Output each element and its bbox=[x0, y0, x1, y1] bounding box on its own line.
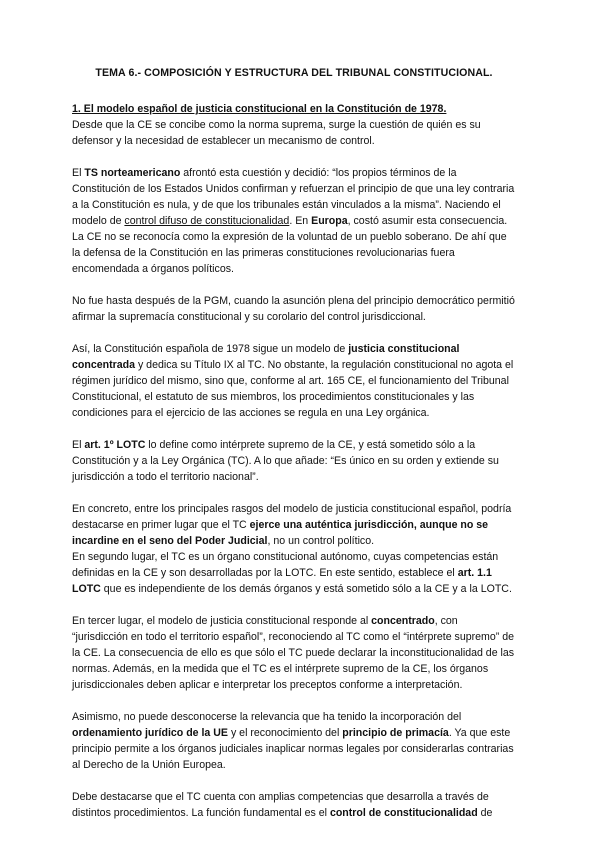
paragraph-competencias bbox=[72, 789, 516, 821]
bold-term: art. 1.1 LOTC bbox=[72, 567, 492, 595]
text-run: lo define como intérprete supremo de la CE, y está sometido sólo a la Constitución y a la Ley Orgánica (TC). A lo que añade: “Es único en su orden y extiende su jurisdicción a todo el territorio nacional”. bbox=[72, 439, 499, 483]
text-run: El bbox=[72, 167, 85, 179]
text-run: Así, la Constitución española de 1978 sigue un modelo de bbox=[72, 343, 349, 355]
text-run: En segundo lugar, el TC es un órgano constitucional autónomo, cuyas competencias están definidas en la CE y son desarrolladas por la LOTC. En este sentido, establece el bbox=[72, 551, 499, 579]
bold-term: justicia constitucional concentrada bbox=[72, 343, 460, 371]
paragraph-segundo-rasgo bbox=[72, 549, 516, 597]
paragraph-ce-1978 bbox=[72, 341, 516, 421]
paragraph-primacia-ue bbox=[72, 709, 516, 773]
bold-term: Europa bbox=[311, 215, 348, 227]
text-run: y el reconocimiento del bbox=[228, 727, 343, 739]
bold-term: TS norteamericano bbox=[84, 167, 181, 179]
paragraph-art-1-lotc bbox=[72, 437, 516, 485]
text-run: Debe destacarse que el TC cuenta con amplias competencias que desarrolla a través de distintos procedimientos. La función fundamental es el bbox=[72, 791, 489, 819]
text-run: Asimismo, no puede desconocerse la relevancia que ha tenido la incorporación del bbox=[72, 711, 462, 723]
bold-term: principio de primacía bbox=[342, 727, 449, 739]
text-run: que es independiente de los demás órganos y está sometido sólo a la CE y a la LOTC. bbox=[100, 583, 512, 595]
paragraph-primer-rasgo bbox=[72, 501, 516, 549]
underlined-term: control difuso de constitucionalidad bbox=[124, 215, 290, 227]
paragraph-intro: Desde que la CE se concibe como la norma suprema, surge la cuestión de quién es su defensor y la necesidad de establecer un mecanismo de control. bbox=[72, 119, 481, 147]
document-title: TEMA 6.- COMPOSICIÓN Y ESTRUCTURA DEL TRIBUNAL CONSTITUCIONAL. bbox=[95, 67, 493, 79]
paragraph-tercer-rasgo bbox=[72, 613, 516, 693]
text-run: y dedica su Título IX al TC. No obstante, la regulación constitucional no agota el régimen jurídico del mismo, sino que, conforme al art. 165 CE, el funcionamiento del Tribunal Constitucional, el estatuto de sus miembros, los procedimientos constitucionales y las condiciones para el ejercicio de las acciones se regula en una Ley orgánica. bbox=[72, 359, 514, 419]
paragraph-pgm: No fue hasta después de la PGM, cuando la asunción plena del principio democrático permitió afirmar la supremacía constitucional y su corolario del control jurisdiccional. bbox=[72, 295, 515, 323]
bold-term: art. 1º LOTC bbox=[84, 439, 146, 451]
bold-term: concentrado bbox=[371, 615, 435, 627]
paragraph-ts-norteamericano bbox=[72, 165, 516, 277]
bold-term: control de constitucionalidad bbox=[329, 807, 478, 819]
text-run: . Ya que este principio permite a los órganos judiciales inaplicar normas legales por considerarlas contrarias al Derecho de la Unión Europea. bbox=[72, 727, 514, 771]
text-run: de bbox=[477, 807, 493, 819]
text-run: En tercer lugar, el modelo de justicia constitucional responde al bbox=[72, 615, 372, 627]
text-run: , no un control político. bbox=[267, 535, 375, 547]
text-run: En concreto, entre los principales rasgos del modelo de justicia constitucional español, podría destacarse en primer lugar que el TC bbox=[72, 503, 512, 531]
bold-term: ejerce una auténtica jurisdicción, aunque no se incardine en el seno del Poder Judicial bbox=[72, 519, 489, 547]
section-heading: 1. El modelo español de justicia constitucional en la Constitución de 1978. bbox=[72, 103, 447, 115]
text-run: El bbox=[72, 439, 85, 451]
text-run: afrontó esta cuestión y decidió: “los propios términos de la Constitución de los Estados Unidos confirman y refuerzan el principio de que una ley contraria a la Constitución es nula, y de que los tribunales están vinculados a la misma”. Naciendo el modelo de bbox=[72, 167, 515, 227]
text-run: , con “jurisdicción en todo el territorio español”, reconociendo al TC como el “intérprete supremo” de la CE. La consecuencia de ello es que sólo el TC puede declarar la inconstitucionalidad de las normas. Además, en la medida que el TC es el intérprete supremo de la CE, los órganos jurisdiccionales deben aplicar e interpretar los preceptos conforme a interpretación. bbox=[72, 615, 515, 691]
text-run: , costó asumir esta consecuencia. La CE no se reconocía como la expresión de la voluntad de un pueblo soberano. De ahí que la defensa de la Constitución en las primeras constituciones revolucionarias fuera encomendada a órganos políticos. bbox=[72, 215, 508, 275]
bold-term: ordenamiento jurídico de la UE bbox=[72, 727, 228, 739]
text-run: . En bbox=[289, 215, 312, 227]
